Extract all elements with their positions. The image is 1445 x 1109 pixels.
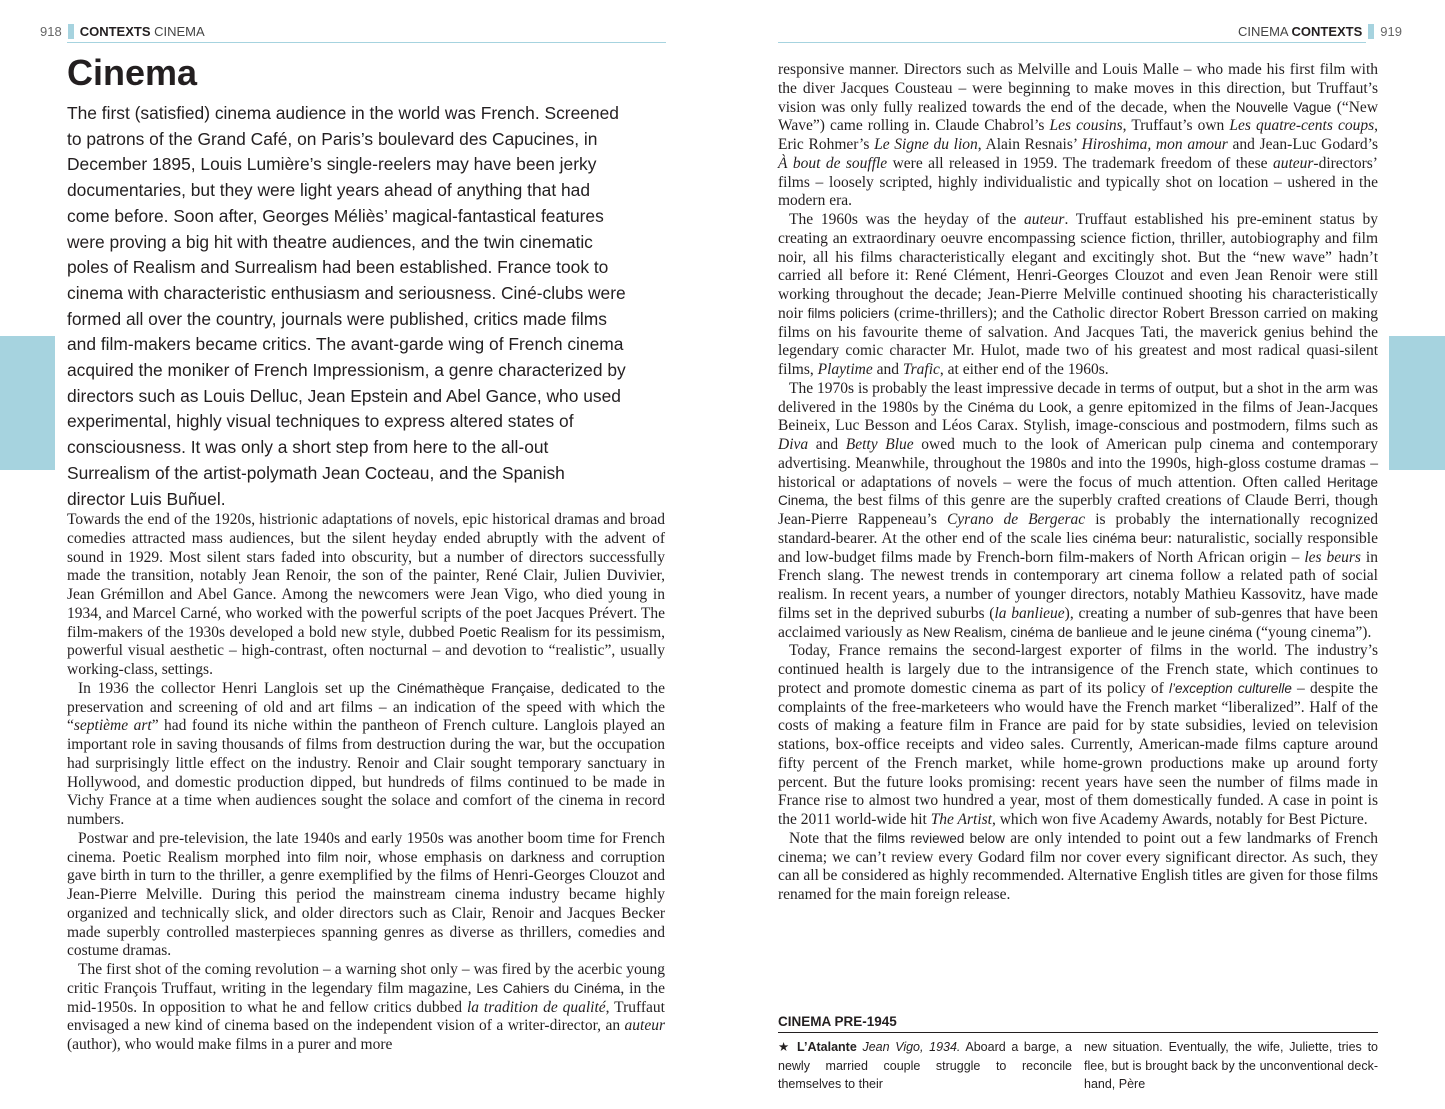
text-run: , in the mid-1950s. In opposition to what he and fellow critics dubbed [67,979,665,1016]
text-run: owed much to the look of American pulp cinema and contemporary advertising. Meanwhile, throughout the 1980s and into the 1990s, high-gloss costume dramas – historical or adaptations of novels – were the focus of much attention. Often called [778,436,1379,491]
right-header-rule [778,42,1366,43]
italic-title: les beurs [1304,548,1361,566]
body-paragraph [67,511,665,680]
body-paragraph [67,680,665,830]
text-run: , Alain Resnais’ [977,136,1082,153]
text-run: , Eric Rohmer’s [778,117,1378,153]
right-header-section: CONTEXTS [1291,24,1363,39]
left-thumb-tab [0,336,55,470]
italic-title: septième art [73,717,152,735]
text-run: The 1960s was the heyday of the [789,211,1024,228]
text-run: In 1936 the collector Henri Langlois set up the [78,679,397,697]
text-run: and [808,436,846,453]
italic-title: Playtime [817,361,873,378]
left-running-header [40,24,205,39]
page-title: Cinema [67,52,198,93]
review-text: Aboard a barge, a newly married couple struggle to reconcile themselves to their [778,1040,1072,1091]
text-run: Today, France remains the second-largest exporter of films in the world. The industry’s continued health is largely due to the intransigence of the French state, which continues to protect and promote domestic cinema as part of its policy of [778,642,1378,697]
highlighted-term: films policiers [807,305,890,321]
left-header-marker [68,24,74,39]
italic-title: Cyrano de Bergerac [946,511,1086,528]
text-run: , at either end of the 1960s. [939,361,1109,378]
highlighted-term: films reviewed below [877,830,1005,846]
text-run: , the best films of this genre are the superbly crafted creations of Claude Berri, though Jean-Pierre Rappeneau’s [778,492,1378,528]
italic-title: la tradition de qualité [466,998,606,1016]
text-run: is probably the internationally recognized standard-bearer. At the other end of the scale lies [778,511,1378,547]
italic-title: Hiroshima, mon amour [1081,136,1228,153]
italic-title: Betty Blue [845,436,914,453]
text-run: (crime-thrillers); and the Catholic director Robert Bresson carried on making films on his favourite theme of salvation. And Jacques Tati, the maverick genius behind the legendary comic character Mr. Hulot, made two of his greatest and most radical quasi-silent films, [778,304,1378,378]
italic-title: À bout de souffle [778,154,888,172]
text-run: and Jean-Luc Godard’s [1227,136,1378,153]
text-run: , Truffaut envisaged a new kind of cinema based on the independent vision of a writer-director, an [67,998,665,1035]
italic-title: auteur [1024,211,1065,228]
review-entry-col1 [778,1038,1072,1094]
italic-title: Les quatre-cents coups [1229,117,1375,135]
text-run: : naturalistic, socially responsible and low-budget films made by French-born film-makers of North African origin – [778,529,1378,566]
highlighted-term: l’exception culturelle [1168,680,1292,696]
highlighted-term: Poetic Realism [458,624,550,640]
italic-title: The Artist [930,811,992,828]
text-run: were all released in 1959. The trademark freedom of these [887,154,1273,172]
italic-title: la banlieue [994,604,1065,622]
text-run: – despite the complaints of the free-marketeers who would have the French market “liberalized”. Half of the costs of making a feature film in France are paid for by state subsidies, levied on television stations, box-office receipts and video sales. Currently, American-made films capture around fifty percent of the French market, while home-grown productions make up around forty percent. But the future looks promising: recent years have seen the number of films made in France rise to almost two hundred a year, most of them domestically funded. A case in point is the 2011 world-wide hit [778,679,1378,828]
text-run: Towards the end of the 1920s, histrionic adaptations of novels, epic historical dramas and broad comedies attracted mass audiences, but the silent heyday ended abruptly with the advent of sound in 1929. Most silent stars faded into obscurity, but a number of directors successfully made the transition, notably Jean Renoir, the son of the painter, René Clair, Julien Duvivier, Jean Grémillon and Abel Gance. Among the newcomers were Jean Vigo, who died young in 1934, and Marcel Carné, who worked with the powerful scripts of the poet Jacques Prévert. The film-makers of the 1930s developed a bold new style, dubbed [67,511,665,641]
highlighted-term: New Realism [923,624,1003,640]
star-icon: ★ [778,1040,792,1054]
highlighted-term: le jeune cinéma [1157,624,1253,640]
text-run: , whose emphasis on darkness and corruption gave birth in turn to the thriller, a genre exemplified by the films of Henri-Georges Clouzot and Jean-Pierre Melville. During this period the mainstream cinema industry became highly organized and technically slick, and older directors such as Clair, Renoir and Jacques Becker made superbly controlled masterpieces spanning genres as diverse as thrillers, comedies and costume dramas. [67,848,665,960]
left-header-topic: CINEMA [154,24,205,39]
body-column-left [67,511,665,1055]
right-page-number: 919 [1380,24,1402,39]
body-paragraph [778,830,1378,905]
italic-title: Les cousins [1049,117,1123,135]
text-run: (“young cinema”). [1252,623,1372,641]
intro-paragraph: The first (satisfied) cinema audience in the world was French. Screened to patrons of the Grand Café, on Paris’s boulevard des Capucines, in December 1895, Louis Lumière’s single-reelers may have been jerky documentaries, but they were light years ahead of anything that had come before. Soon after, Georges Méliès’ magical-fantastical features were proving a big hit with theatre audiences, and the twin cinematic poles of Realism and Surrealism had been established. France took to cinema with characteristic enthusiasm and seriousness. Ciné-clubs were formed all over the country, journals were published, critics made films and film-makers became critics. The avant-garde wing of French cinema acquired the moniker of French Impressionism, a genre characterized by directors such as Louis Delluc, Jean Epstein and Abel Gance, who used experimental, highly visual techniques to express altered states of consciousness. It was only a short step from here to the all-out Surrealism of the artist-polymath Jean Cocteau, and the Spanish director Luis Buñuel. [67,103,626,509]
section-subheading: CINEMA PRE-1945 [778,1014,897,1029]
text-run: -directors’ films – loosely scripted, highly individualistic and typically shot on location – ushered in the modern era. [778,154,1378,210]
body-paragraph [778,61,1378,211]
body-paragraph [67,961,665,1055]
text-run: (author), who would make films in a purer and more [67,1036,393,1053]
text-run: , dedicated to the preservation and screening of old and art films – an indication of the speed with which the “ [67,679,665,735]
left-header-section: CONTEXTS [79,24,151,39]
highlighted-term: Nouvelle Vague [1235,99,1332,115]
review-entry-col2 [1084,1038,1378,1094]
italic-title: Trafic [902,361,940,378]
highlighted-term: Cinéma du Look [967,399,1068,415]
review-text: new situation. Eventually, the wife, Juliette, tries to flee, but is brought back by the unconventional deck-hand, Père [1084,1040,1378,1091]
body-paragraph [778,642,1378,830]
right-header-marker [1368,24,1374,39]
right-header-topic: CINEMA [1238,24,1288,39]
highlighted-term: cinéma de banlieue [1010,624,1128,640]
text-run: responsive manner. Directors such as Melville and Louis Malle – who made his first film with the diver Jacques Cousteau – were beginning to make moves in this direction, but Truffaut’s vision was only fully realized towards the end of the decade, when the [778,61,1378,116]
left-header-rule [67,42,666,43]
right-running-header [1238,24,1402,39]
highlighted-term: cinéma beur [1092,530,1168,546]
right-thumb-tab [1389,336,1445,470]
text-run: . Truffaut established his pre-eminent status by creating an extraordinary oeuvre encompassing science fiction, thriller, autobiography and film noir, all his films characteristically elegant and excitingly shot. But the “new wave” hadn’t carried all before it: René Clément, Henri-Georges Clouzot and even Jean Renoir were still working throughout the decade; Jean-Pierre Melville continued shooting his characteristically noir [778,211,1378,322]
italic-title: auteur [1272,154,1314,172]
text-run: in French slang. The newest trends in contemporary art cinema follow a related path of social realism. In recent years, a number of younger directors, notably Mathieu Kassovitz, have made films set in the deprived suburbs ( [778,548,1378,622]
italic-title: auteur [624,1017,665,1035]
review-film-title: L’Atalante [797,1040,857,1054]
text-run: are only intended to point out a few landmarks of French cinema; we can’t review every Godard film nor cover every significant director. As such, they can all be considered as highly recommended. Alternative English titles are given for those films renamed for the main foreign release. [778,829,1378,903]
highlighted-term: Les Cahiers du Cinéma [476,980,621,996]
body-paragraph [778,211,1378,380]
body-paragraph [778,380,1378,643]
highlighted-term: Heritage Cinema [778,474,1378,509]
text-run: ), creating a number of sub-genres that have been acclaimed variously as [778,604,1378,641]
text-run: The first shot of the coming revolution – a warning shot only – was fired by the acerbic young critic François Truffaut, writing in the legendary film magazine, [67,961,665,997]
text-run: , [1002,623,1011,641]
text-run: , which won five Academy Awards, notably for Best Picture. [991,811,1368,828]
highlighted-term: film noir [317,849,368,865]
review-director-year: Jean Vigo, 1934. [862,1040,961,1054]
text-run: and [872,361,903,378]
text-run: Note that the [789,829,878,847]
text-run: The 1970s is probably the least impressive decade in terms of output, but a shot in the arm was delivered in the 1980s by the [778,379,1378,416]
text-run: for its pessimism, powerful visual aesthetic – high-contrast, often nocturnal – and devotion to “realistic”, usually working-class, settings. [67,623,665,678]
text-run: ” had found its niche within the pantheon of French culture. Langlois played an important role in saving thousands of films from destruction during the war, but the occupation had surprisingly little effect on the industry. Renoir and Clair sought temporary sanctuary in Hollywood, and domestic production dipped, but hundreds of films continued to be made in Vichy France at a time when audiences sought the solace and comfort of the cinema in record numbers. [67,717,665,828]
highlighted-term: Cinémathèque Française [396,680,551,696]
text-run: Postwar and pre-television, the late 1940s and early 1950s was another boom time for French cinema. Poetic Realism morphed into [67,829,665,866]
text-run: (“New Wave”) came rolling in. Claude Chabrol’s [778,98,1379,135]
body-paragraph [67,830,665,961]
left-page-number: 918 [40,24,62,39]
body-column-right [778,61,1378,905]
text-run: and [1127,623,1158,641]
subheading-rule [778,1032,1378,1033]
text-run: , a genre epitomized in the films of Jean-Jacques Beineix, Luc Besson and Léos Carax. Stylish, image-conscious and postmodern, films such as [778,398,1379,435]
italic-title: Le Signe du lion [874,136,978,153]
italic-title: Diva [778,436,809,453]
text-run: , Truffaut’s own [1122,117,1230,135]
